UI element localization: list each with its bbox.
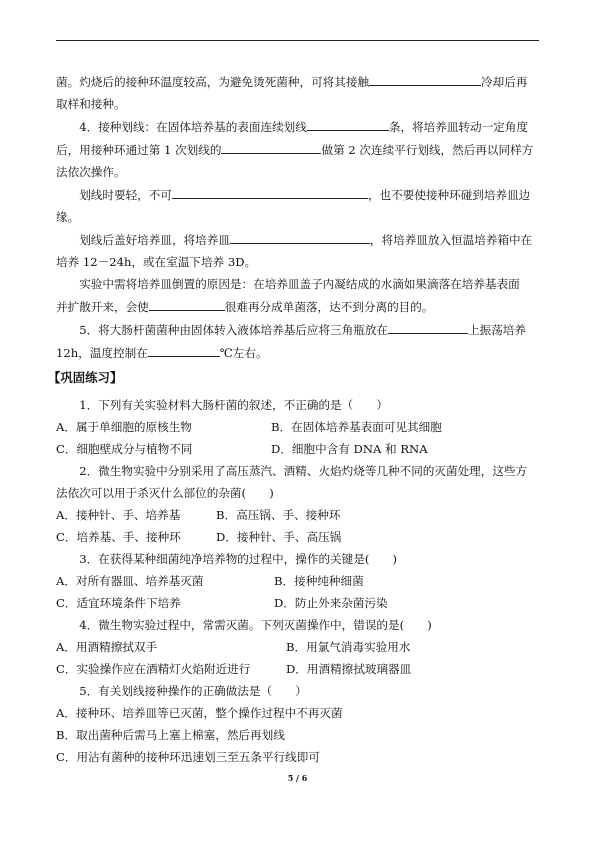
option-b[interactable]: B．取出菌种后需马上塞上棉塞，然后再划线 [56, 728, 285, 742]
option-row [56, 592, 539, 614]
option-c[interactable]: C．培养基、手、接种环 [56, 530, 181, 544]
option-d[interactable]: D．防止外来杂菌污染 [274, 596, 388, 610]
option-row [56, 636, 539, 658]
text-line: 并扩散开来，会使 很难再分成单菌落，达不到分离的目的。 [56, 295, 539, 318]
question-stem: 3．在获得某种细菌纯净培养物的过程中，操作的关键是( ) [79, 552, 398, 566]
document-body [48, 70, 539, 768]
option-b[interactable]: B．用氯气消毒实验用水 [286, 640, 411, 654]
question-stem: 1．下列有关实验材料大肠杆菌的叙述，不正确的是（ ） [79, 398, 389, 412]
option-a[interactable]: A．接种环、培养皿等已灭菌，整个操作过程中不再灭菌 [56, 706, 343, 720]
text-line: 培养 12－24h，或在室温下培养 3D。 [56, 255, 257, 269]
answer-blank[interactable] [369, 70, 481, 86]
option-a[interactable]: A．用酒精擦拭双手 [56, 640, 158, 654]
option-c[interactable]: C．适宜环境条件下培养 [56, 596, 181, 610]
question-stem: 5．有关划线接种操作的正确做法是（ ） [79, 684, 307, 698]
answer-blank[interactable] [149, 295, 225, 311]
text-line: 缘。 [56, 210, 80, 224]
option-a[interactable]: A．属于单细胞的原核生物 [56, 420, 192, 434]
header-rule [56, 40, 539, 41]
option-row [56, 438, 539, 460]
option-d[interactable]: D．接种针、手、高压锅 [216, 530, 342, 544]
text-line: 划线时要轻，不可 ，也不要使接种环碰到培养皿边 [56, 183, 539, 206]
question-stem: 法依次可以用于杀灭什么部位的杂菌( ) [56, 486, 274, 500]
text-line: 4．接种划线：在固体培养基的表面连续划线 条，将培养皿转动一定角度 [56, 115, 539, 138]
answer-blank[interactable] [307, 115, 389, 131]
option-row [56, 504, 539, 526]
text-line: 取样和接种。 [56, 97, 126, 111]
option-c[interactable]: C．细胞壁成分与植物不同 [56, 442, 193, 456]
option-row [56, 526, 539, 548]
question-stem: 2．微生物实验中分别采用了高压蒸汽、酒精、火焰灼烧等几种不同的灭菌处理，这些方 [79, 464, 528, 478]
text-line: 5．将大肠杆菌菌种由固体转入液体培养基后应将三角瓶放在 上振荡培养 [56, 318, 539, 341]
option-a[interactable]: A．接种针、手、培养基 [56, 508, 181, 522]
text-line: 实验中需将培养皿倒置的原因是：在培养皿盖子内凝结成的水滴如果滴落在培养基表面 [79, 277, 520, 291]
option-b[interactable]: B．在固体培养基表面可见其细胞 [271, 420, 442, 434]
page-number: 5 / 6 [287, 773, 308, 783]
option-row [56, 658, 539, 680]
option-d[interactable]: D．细胞中含有 DNA 和 RNA [271, 442, 428, 456]
text-line: 法依次操作。 [56, 165, 126, 179]
text-line: 后，用接种环通过第 1 次划线的 做第 2 次连续平行划线，然后再以同样方 [56, 138, 539, 161]
option-c[interactable]: C．实验操作应在酒精灯火焰附近进行 [56, 662, 251, 676]
answer-blank[interactable] [230, 228, 370, 244]
option-a[interactable]: A．对所有器皿、培养基灭菌 [56, 574, 204, 588]
text-line: 划线后盖好培养皿，将培养皿 ，将培养皿放入恒温培养箱中在 [56, 228, 539, 251]
text-line: 菌。灼烧后的接种环温度较高，为避免烫死菌种，可将其接触 冷却后再 [56, 70, 539, 93]
answer-blank[interactable] [221, 138, 321, 154]
option-d[interactable]: D．用酒精擦拭玻璃器皿 [286, 662, 412, 676]
section-title: 【巩固练习】 [48, 370, 123, 385]
option-row [56, 416, 539, 438]
answer-blank[interactable] [172, 183, 368, 199]
option-c[interactable]: C．用沾有菌种的接种环迅速划三至五条平行线即可 [56, 750, 320, 764]
question-stem: 4．微生物实验过程中，常需灭菌。下列灭菌操作中，错误的是( ) [79, 618, 432, 632]
answer-blank[interactable] [148, 341, 220, 357]
answer-blank[interactable] [388, 318, 468, 334]
option-row [56, 570, 539, 592]
text-line: 12h，温度控制在 ℃左右。 [56, 341, 539, 364]
option-b[interactable]: B．高压锅、手、接种环 [216, 508, 341, 522]
option-b[interactable]: B．接种纯种细菌 [274, 574, 364, 588]
